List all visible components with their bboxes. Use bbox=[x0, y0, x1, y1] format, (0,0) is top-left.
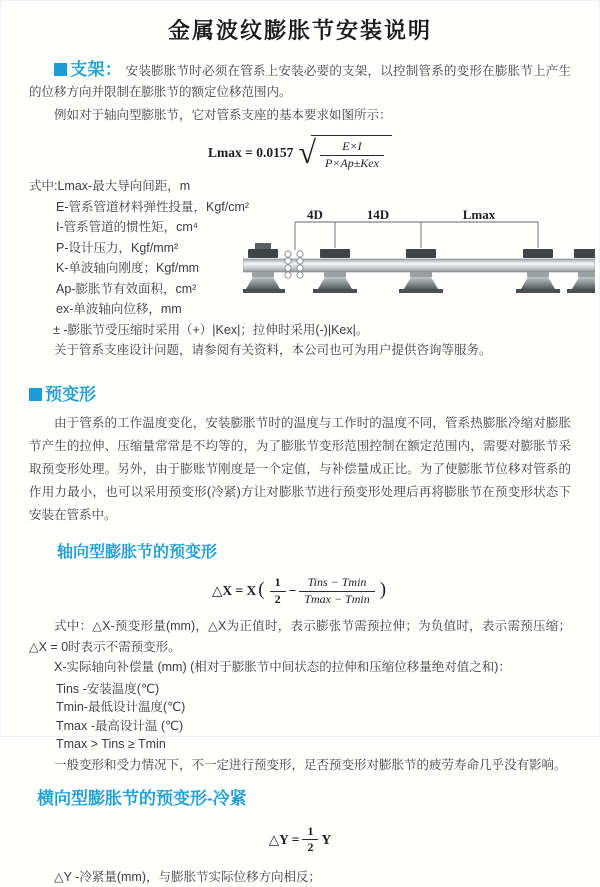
dimension-label-lmax: Lmax bbox=[462, 208, 496, 223]
dimension-label-14d: 14D bbox=[366, 208, 390, 223]
temperature-line: Tmax > Tins ≥ Tmin bbox=[56, 737, 166, 752]
dimension-label-4d: 4D bbox=[307, 208, 323, 223]
temperature-fraction bbox=[299, 575, 374, 607]
page-container bbox=[1, 1, 599, 887]
open-paren: ( bbox=[258, 579, 265, 601]
definition-line: ex-单波轴向位移，mm bbox=[56, 302, 182, 317]
close-paren: ) bbox=[379, 579, 387, 601]
half-numerator: 1 bbox=[274, 575, 281, 590]
axial-subheading: 轴向型膨胀节的预变形 bbox=[57, 544, 218, 562]
support-intro-text: 安装膨胀节时必须在管系上安装必要的支架，以控制管系的变形在膨胀节上产生的位移方向并限制在膨胀节的额定位移范围内。 bbox=[29, 64, 572, 99]
axial-note-2: X-实际轴向补偿量 (mm) (相对于膨胀节中间状态的拉伸和压缩位移量绝对值之和)： bbox=[54, 660, 511, 675]
temperature-definitions bbox=[29, 680, 571, 754]
fraction-numerator: E×I bbox=[342, 139, 362, 153]
page-title: 金属波纹膨胀节安装说明 bbox=[167, 18, 432, 43]
half-denominator: 2 bbox=[270, 591, 286, 608]
support-section-heading bbox=[54, 60, 122, 79]
temp-numerator: Tins − Tmin bbox=[307, 575, 367, 590]
definition-line: K-单波轴向刚度；Kgf/mm bbox=[56, 261, 200, 276]
support-heading-label: 支架： bbox=[70, 60, 122, 79]
lateral-denominator: 2 bbox=[302, 839, 318, 856]
lateral-subheading: 横向型膨胀节的预变形-冷紧 bbox=[37, 788, 247, 808]
lmax-formula-lhs: Lmax = 0.0157 bbox=[208, 145, 294, 161]
one-half-fraction bbox=[270, 575, 286, 607]
definition-line: I-管系管道的惯性矩，cm⁴ bbox=[56, 220, 199, 235]
definition-line: 关于管系支座设计问题，请参阅有关资料，本公司也可为用户提供咨询等服务。 bbox=[54, 343, 492, 358]
axial-note-3: 一般变形和受力情况下，不一定进行预变形，足否预变形对膨胀节的疲劳寿命几乎没有影响。 bbox=[54, 757, 567, 772]
definition-line: ± -膨胀节受压缩时采用（+）|Kex|；拉伸时采用(-)|Kex|。 bbox=[53, 322, 369, 337]
lateral-note: △Y -冷紧量(mm)，与膨胀节实际位移方向相反； bbox=[54, 870, 322, 885]
temperature-line: Tmax -最高设计温 (℃) bbox=[56, 718, 184, 733]
pipe bbox=[243, 259, 595, 272]
predeform-body-paragraph: 由于管系的工作温度变化，安装膨胀节时的温度与工作时的温度不同，管系热膨胀冷缩对膨胀节产生的拉伸、压缩量常常是不均等的，为了膨胀节变形范围控制在额定范围内，需要对膨胀节采取预变形处理。另外，由于膨账节刚度是一个定值，与补偿量成正比。为了使膨胀节位移对管系的作用力最小，也可以采用预变形(冷紧)方让对膨胀节进行预变形处理后再将膨胀节在预变形状态下安装在管系中。 bbox=[29, 416, 571, 523]
definition-line: E-管系管道材料弹性投量，Kgf/cm² bbox=[56, 199, 250, 214]
definition-line: P-设计压力，Kgf/mm² bbox=[56, 240, 179, 255]
section-square-icon bbox=[29, 388, 42, 401]
lateral-formula-rhs: Y bbox=[321, 831, 332, 847]
axial-formula-lhs: △X = X bbox=[211, 583, 257, 599]
section-square-icon bbox=[54, 63, 67, 76]
definition-line: Ap-膨胀节有效面积，cm² bbox=[56, 281, 197, 296]
formula-definitions-block bbox=[29, 176, 571, 364]
lmax-fraction bbox=[320, 139, 384, 171]
definition-line: 式中:Lmax-最大导向间距，m bbox=[29, 179, 191, 194]
radical-body bbox=[311, 135, 392, 171]
minus-sign: − bbox=[288, 583, 297, 599]
axial-note-1: 式中：△X-预变形量(mm)，△X为正值时，表示膨张节需预拉伸；为负值时，表示需预压缩；△X = 0时表示不需预变形。 bbox=[29, 619, 571, 654]
dimension-lines bbox=[295, 222, 538, 250]
lateral-formula bbox=[29, 824, 571, 856]
predeform-heading-label: 预变形 bbox=[45, 385, 96, 405]
lmax-formula bbox=[29, 135, 571, 171]
radical-sign-icon: √ bbox=[298, 134, 316, 171]
temperature-line: Tmin-最低设计温度(℃) bbox=[56, 700, 186, 715]
support-example-line: 例如对于轴向型膨胀节，它对管系支座的基本要求如图所示： bbox=[54, 108, 392, 122]
lateral-numerator: 1 bbox=[307, 823, 314, 838]
support-paragraph bbox=[29, 59, 571, 103]
axial-predeform-formula bbox=[29, 575, 571, 607]
temp-denominator: Tmax − Tmin bbox=[299, 591, 374, 608]
predeform-section-heading bbox=[29, 380, 571, 405]
fraction-denominator: P×Ap±Kex bbox=[320, 155, 384, 172]
radical-expression bbox=[298, 135, 392, 171]
lateral-half-fraction bbox=[302, 824, 318, 856]
support-spacing-diagram bbox=[243, 208, 595, 303]
temperature-line: Tins -安装温度(℃) bbox=[56, 681, 160, 696]
lateral-formula-lhs: △Y = bbox=[268, 831, 300, 847]
